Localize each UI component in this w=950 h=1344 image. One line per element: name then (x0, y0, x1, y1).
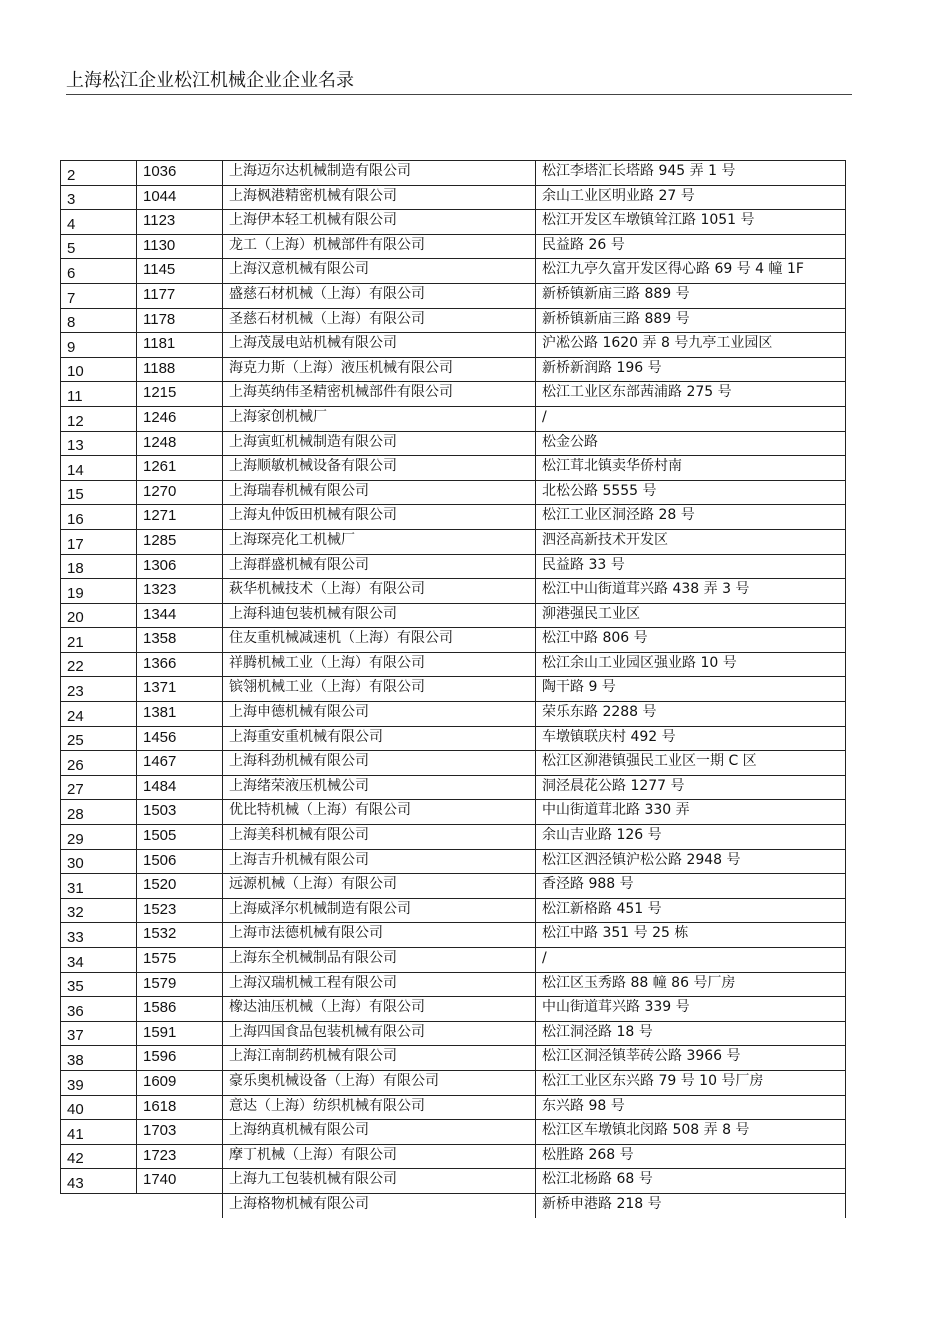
company-code-cell: 1520 (137, 874, 223, 899)
company-name-cell: 优比特机械（上海）有限公司 (223, 800, 536, 825)
company-code-cell: 1591 (137, 1021, 223, 1046)
company-address-cell: 新桥镇新庙三路 889 号 (536, 308, 846, 333)
company-code-cell: 1036 (137, 161, 223, 186)
company-code-cell: 1130 (137, 234, 223, 259)
table-row (61, 234, 846, 259)
company-code-cell: 1358 (137, 628, 223, 653)
company-code-cell: 1575 (137, 948, 223, 973)
table-row (61, 603, 846, 628)
company-address-cell: 松江区洞泾镇莘砖公路 3966 号 (536, 1046, 846, 1071)
row-number-cell (61, 1193, 137, 1218)
company-directory-table (60, 160, 846, 1218)
table-row (61, 677, 846, 702)
row-number-cell: 22 (61, 652, 137, 677)
company-code-cell: 1371 (137, 677, 223, 702)
table-row (61, 874, 846, 899)
table-row (61, 579, 846, 604)
table-row (61, 210, 846, 235)
table-row (61, 1095, 846, 1120)
company-address-cell: 松江余山工业园区强业路 10 号 (536, 652, 846, 677)
company-code-cell: 1248 (137, 431, 223, 456)
row-number-cell: 26 (61, 751, 137, 776)
company-name-cell: 上海瑞春机械有限公司 (223, 480, 536, 505)
company-name-cell: 上海威泽尔机械制造有限公司 (223, 898, 536, 923)
company-name-cell: 上海汉意机械有限公司 (223, 259, 536, 284)
company-address-cell: 东兴路 98 号 (536, 1095, 846, 1120)
company-address-cell: 松江北杨路 68 号 (536, 1169, 846, 1194)
table-row (61, 406, 846, 431)
company-address-cell: 新桥申港路 218 号 (536, 1193, 846, 1218)
company-code-cell: 1579 (137, 972, 223, 997)
company-code-cell: 1215 (137, 382, 223, 407)
table-row (61, 185, 846, 210)
company-code-cell: 1270 (137, 480, 223, 505)
company-name-cell: 上海市法德机械有限公司 (223, 923, 536, 948)
company-name-cell: 上海四国食品包装机械有限公司 (223, 1021, 536, 1046)
company-code-cell: 1596 (137, 1046, 223, 1071)
company-address-cell: 松江九亭久富开发区得心路 69 号 4 幢 1F (536, 259, 846, 284)
company-address-cell: 香泾路 988 号 (536, 874, 846, 899)
company-name-cell: 上海迈尔达机械制造有限公司 (223, 161, 536, 186)
table-row (61, 972, 846, 997)
company-address-cell: 民益路 26 号 (536, 234, 846, 259)
table-row (61, 652, 846, 677)
company-address-cell: 松江工业区东兴路 79 号 10 号厂房 (536, 1070, 846, 1095)
company-code-cell: 1723 (137, 1144, 223, 1169)
table-row (61, 283, 846, 308)
company-name-cell: 上海群盛机械有限公司 (223, 554, 536, 579)
row-number-cell: 36 (61, 997, 137, 1022)
table-row (61, 1169, 846, 1194)
company-address-cell: 松江中路 806 号 (536, 628, 846, 653)
company-code-cell: 1618 (137, 1095, 223, 1120)
table-row (61, 161, 846, 186)
company-code-cell: 1285 (137, 529, 223, 554)
row-number-cell: 2 (61, 161, 137, 186)
company-address-cell: / (536, 948, 846, 973)
row-number-cell: 34 (61, 948, 137, 973)
company-address-cell: 松江李塔汇长塔路 945 弄 1 号 (536, 161, 846, 186)
company-name-cell: 上海丸仲饭田机械有限公司 (223, 505, 536, 530)
table-row (61, 382, 846, 407)
table-row (61, 849, 846, 874)
row-number-cell: 27 (61, 775, 137, 800)
table-body (61, 161, 846, 1219)
company-address-cell: 松江区泗泾镇沪松公路 2948 号 (536, 849, 846, 874)
company-name-cell: 上海科劲机械有限公司 (223, 751, 536, 776)
company-code-cell (137, 1193, 223, 1218)
company-code-cell: 1261 (137, 456, 223, 481)
company-address-cell: 民益路 33 号 (536, 554, 846, 579)
row-number-cell: 14 (61, 456, 137, 481)
company-address-cell: 泖港强民工业区 (536, 603, 846, 628)
table-row (61, 726, 846, 751)
company-name-cell: 上海科迪包装机械有限公司 (223, 603, 536, 628)
company-address-cell: 松江区玉秀路 88 幢 86 号厂房 (536, 972, 846, 997)
table-row (61, 505, 846, 530)
company-name-cell: 住友重机械减速机（上海）有限公司 (223, 628, 536, 653)
company-code-cell: 1323 (137, 579, 223, 604)
company-address-cell: 松江茸北镇卖华侨村南 (536, 456, 846, 481)
table-row (61, 480, 846, 505)
company-name-cell: 上海顺敏机械设备有限公司 (223, 456, 536, 481)
company-code-cell: 1523 (137, 898, 223, 923)
company-name-cell: 上海东全机械制品有限公司 (223, 948, 536, 973)
row-number-cell: 7 (61, 283, 137, 308)
row-number-cell: 28 (61, 800, 137, 825)
company-address-cell: / (536, 406, 846, 431)
row-number-cell: 43 (61, 1169, 137, 1194)
company-name-cell: 上海申德机械有限公司 (223, 702, 536, 727)
company-name-cell: 上海茂晟电站机械有限公司 (223, 333, 536, 358)
company-name-cell: 盛慈石材机械（上海）有限公司 (223, 283, 536, 308)
company-name-cell: 上海汉瑞机械工程有限公司 (223, 972, 536, 997)
company-name-cell: 橡达油压机械（上海）有限公司 (223, 997, 536, 1022)
table-row (61, 554, 846, 579)
row-number-cell: 18 (61, 554, 137, 579)
table-row (61, 431, 846, 456)
table-row (61, 333, 846, 358)
company-address-cell: 新桥镇新庙三路 889 号 (536, 283, 846, 308)
company-name-cell: 上海重安重机械有限公司 (223, 726, 536, 751)
company-address-cell: 松金公路 (536, 431, 846, 456)
company-name-cell: 豪乐奥机械设备（上海）有限公司 (223, 1070, 536, 1095)
company-address-cell: 松江工业区洞泾路 28 号 (536, 505, 846, 530)
row-number-cell: 3 (61, 185, 137, 210)
row-number-cell: 5 (61, 234, 137, 259)
company-address-cell: 新桥新润路 196 号 (536, 357, 846, 382)
company-code-cell: 1181 (137, 333, 223, 358)
row-number-cell: 40 (61, 1095, 137, 1120)
company-code-cell: 1145 (137, 259, 223, 284)
company-name-cell: 镔翎机械工业（上海）有限公司 (223, 677, 536, 702)
company-code-cell: 1246 (137, 406, 223, 431)
company-address-cell: 松江区泖港镇强民工业区一期 C 区 (536, 751, 846, 776)
row-number-cell: 13 (61, 431, 137, 456)
company-name-cell: 上海琛亮化工机械厂 (223, 529, 536, 554)
company-name-cell: 上海吉升机械有限公司 (223, 849, 536, 874)
row-number-cell: 17 (61, 529, 137, 554)
company-address-cell: 沪凇公路 1620 弄 8 号九亭工业园区 (536, 333, 846, 358)
row-number-cell: 6 (61, 259, 137, 284)
company-name-cell: 海克力斯（上海）液压机械有限公司 (223, 357, 536, 382)
company-code-cell: 1467 (137, 751, 223, 776)
table-row (61, 259, 846, 284)
row-number-cell: 16 (61, 505, 137, 530)
company-address-cell: 泗泾高新技术开发区 (536, 529, 846, 554)
company-code-cell: 1123 (137, 210, 223, 235)
company-name-cell: 圣慈石材机械（上海）有限公司 (223, 308, 536, 333)
company-name-cell: 祥腾机械工业（上海）有限公司 (223, 652, 536, 677)
company-address-cell: 洞泾晨花公路 1277 号 (536, 775, 846, 800)
row-number-cell: 20 (61, 603, 137, 628)
row-number-cell: 11 (61, 382, 137, 407)
company-address-cell: 陶干路 9 号 (536, 677, 846, 702)
table-row (61, 1144, 846, 1169)
table-row (61, 1046, 846, 1071)
table-row (61, 628, 846, 653)
row-number-cell: 38 (61, 1046, 137, 1071)
company-code-cell: 1740 (137, 1169, 223, 1194)
row-number-cell: 10 (61, 357, 137, 382)
row-number-cell: 32 (61, 898, 137, 923)
row-number-cell: 15 (61, 480, 137, 505)
row-number-cell: 37 (61, 1021, 137, 1046)
row-number-cell: 19 (61, 579, 137, 604)
company-name-cell: 上海纳真机械有限公司 (223, 1120, 536, 1145)
company-code-cell: 1381 (137, 702, 223, 727)
row-number-cell: 21 (61, 628, 137, 653)
company-address-cell: 松江工业区东部茜浦路 275 号 (536, 382, 846, 407)
company-name-cell: 上海美科机械有限公司 (223, 825, 536, 850)
row-number-cell: 24 (61, 702, 137, 727)
table-row (61, 702, 846, 727)
row-number-cell: 30 (61, 849, 137, 874)
company-name-cell: 上海九工包装机械有限公司 (223, 1169, 536, 1194)
company-code-cell: 1177 (137, 283, 223, 308)
company-code-cell: 1503 (137, 800, 223, 825)
company-code-cell: 1344 (137, 603, 223, 628)
table-row (61, 456, 846, 481)
company-name-cell: 龙工（上海）机械部件有限公司 (223, 234, 536, 259)
company-address-cell: 荣乐东路 2288 号 (536, 702, 846, 727)
table-row (61, 898, 846, 923)
table-row (61, 1070, 846, 1095)
table-row (61, 923, 846, 948)
company-address-cell: 中山街道茸北路 330 弄 (536, 800, 846, 825)
company-name-cell: 上海寅虹机械制造有限公司 (223, 431, 536, 456)
table-row (61, 751, 846, 776)
table-row (61, 825, 846, 850)
table-row (61, 997, 846, 1022)
table-row (61, 1120, 846, 1145)
table-row (61, 1021, 846, 1046)
table-row (61, 308, 846, 333)
row-number-cell: 31 (61, 874, 137, 899)
row-number-cell: 25 (61, 726, 137, 751)
company-name-cell: 上海枫港精密机械有限公司 (223, 185, 536, 210)
company-address-cell: 松江洞泾路 18 号 (536, 1021, 846, 1046)
company-code-cell: 1366 (137, 652, 223, 677)
row-number-cell: 9 (61, 333, 137, 358)
company-address-cell: 松江中山街道茸兴路 438 弄 3 号 (536, 579, 846, 604)
table-row (61, 775, 846, 800)
table-row (61, 948, 846, 973)
company-address-cell: 中山街道茸兴路 339 号 (536, 997, 846, 1022)
company-address-cell: 车墩镇联庆村 492 号 (536, 726, 846, 751)
company-address-cell: 松江新格路 451 号 (536, 898, 846, 923)
company-name-cell: 意达（上海）纺织机械有限公司 (223, 1095, 536, 1120)
company-name-cell: 上海江南制药机械有限公司 (223, 1046, 536, 1071)
company-code-cell: 1505 (137, 825, 223, 850)
company-name-cell: 摩丁机械（上海）有限公司 (223, 1144, 536, 1169)
company-name-cell: 上海伊本轻工机械有限公司 (223, 210, 536, 235)
company-code-cell: 1306 (137, 554, 223, 579)
table-row (61, 529, 846, 554)
row-number-cell: 12 (61, 406, 137, 431)
company-name-cell: 上海绪荣液压机械公司 (223, 775, 536, 800)
company-address-cell: 松江区车墩镇北闵路 508 弄 8 号 (536, 1120, 846, 1145)
row-number-cell: 23 (61, 677, 137, 702)
company-code-cell: 1044 (137, 185, 223, 210)
row-number-cell: 35 (61, 972, 137, 997)
company-code-cell: 1484 (137, 775, 223, 800)
table-row (61, 1193, 846, 1218)
company-code-cell: 1609 (137, 1070, 223, 1095)
company-code-cell: 1178 (137, 308, 223, 333)
row-number-cell: 8 (61, 308, 137, 333)
company-code-cell: 1506 (137, 849, 223, 874)
company-code-cell: 1532 (137, 923, 223, 948)
company-address-cell: 余山吉业路 126 号 (536, 825, 846, 850)
company-address-cell: 松江开发区车墩镇耸江路 1051 号 (536, 210, 846, 235)
table-row (61, 800, 846, 825)
company-name-cell: 上海格物机械有限公司 (223, 1193, 536, 1218)
company-name-cell: 上海英纳伟圣精密机械部件有限公司 (223, 382, 536, 407)
row-number-cell: 41 (61, 1120, 137, 1145)
table-row (61, 357, 846, 382)
company-code-cell: 1456 (137, 726, 223, 751)
company-code-cell: 1188 (137, 357, 223, 382)
company-code-cell: 1586 (137, 997, 223, 1022)
page-header-title: 上海松江企业松江机械企业企业名录 (66, 70, 852, 95)
company-name-cell: 上海家创机械厂 (223, 406, 536, 431)
company-address-cell: 余山工业区明业路 27 号 (536, 185, 846, 210)
company-address-cell: 松江中路 351 号 25 栋 (536, 923, 846, 948)
row-number-cell: 4 (61, 210, 137, 235)
company-name-cell: 萩华机械技术（上海）有限公司 (223, 579, 536, 604)
row-number-cell: 42 (61, 1144, 137, 1169)
row-number-cell: 29 (61, 825, 137, 850)
company-code-cell: 1271 (137, 505, 223, 530)
company-address-cell: 北松公路 5555 号 (536, 480, 846, 505)
row-number-cell: 33 (61, 923, 137, 948)
row-number-cell: 39 (61, 1070, 137, 1095)
company-name-cell: 远源机械（上海）有限公司 (223, 874, 536, 899)
company-code-cell: 1703 (137, 1120, 223, 1145)
company-address-cell: 松胜路 268 号 (536, 1144, 846, 1169)
